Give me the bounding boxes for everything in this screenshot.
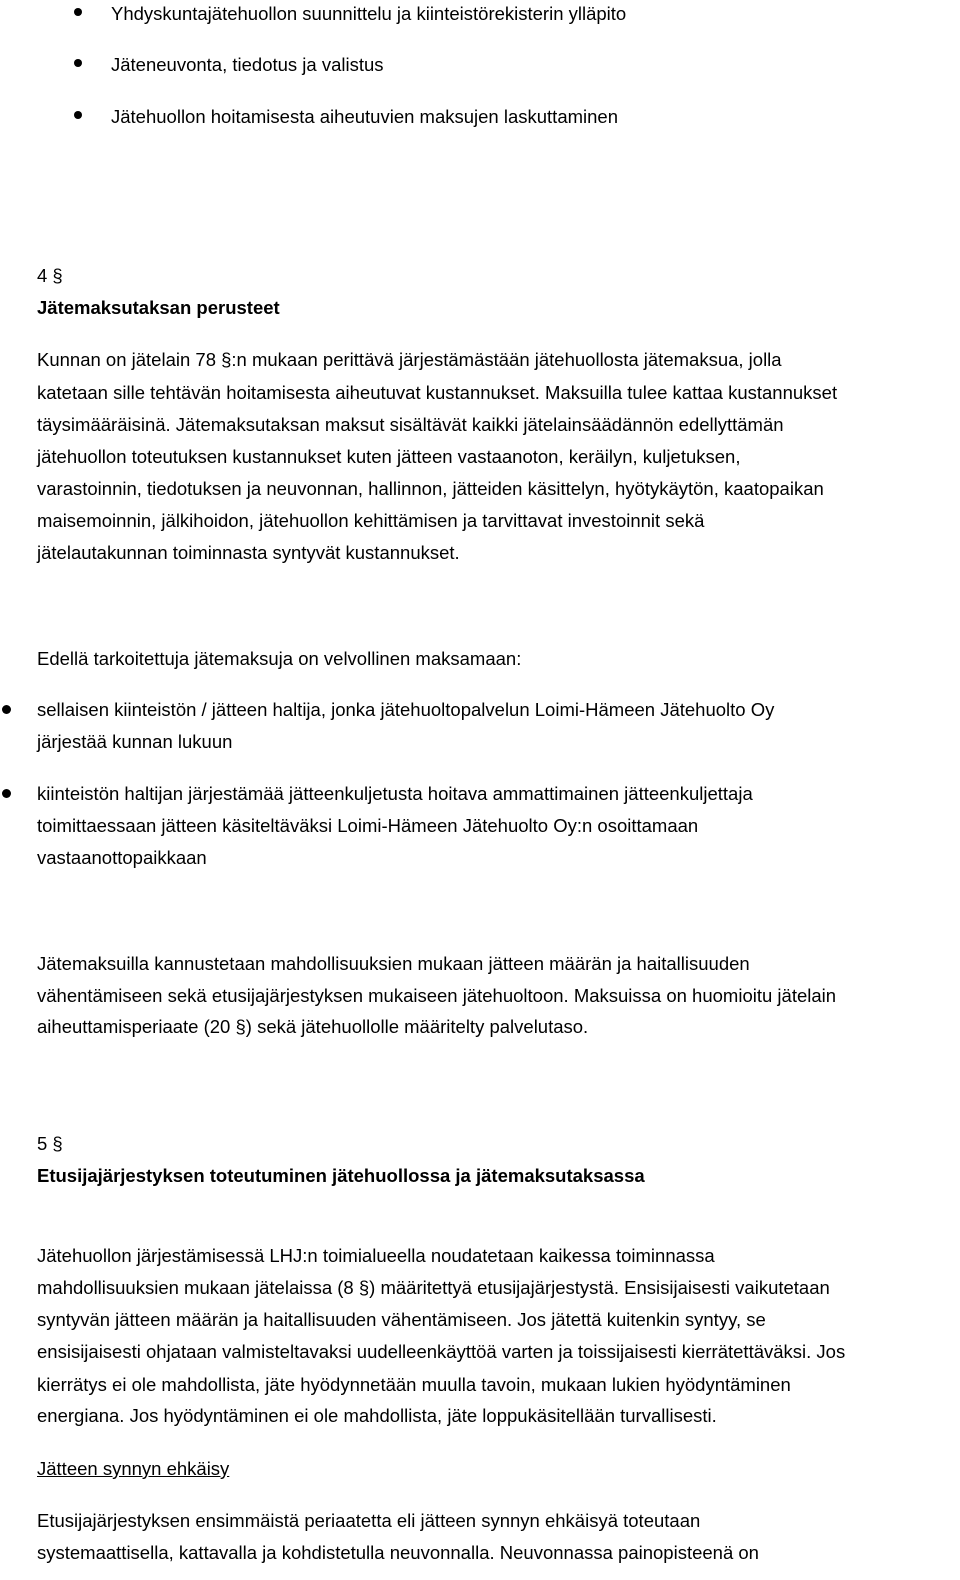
- payer-line: sellaisen kiinteistön / jätteen haltija, jonka jätehuoltopalvelun Loimi-Hämeen Jätehuolto Oy: [37, 699, 775, 720]
- bullet-icon: [74, 8, 82, 16]
- payer-line: järjestää kunnan lukuun: [37, 731, 233, 752]
- bullet-icon: [74, 59, 82, 67]
- paragraph-line: katetaan sille tehtävän hoitamisesta aiheutuvat kustannukset. Maksuilla tulee kattaa kustannukset: [37, 382, 838, 403]
- list-item-text: Jätehuollon hoitamisesta aiheutuvien maksujen laskuttaminen: [111, 106, 618, 127]
- paragraph-line: maisemoinnin, jälkihoidon, jätehuollon kehittämisen ja tarvittavat investoinnit sekä: [37, 510, 705, 531]
- paragraph-line: systemaattisella, kattavalla ja kohdistetulla neuvonnalla. Neuvonnassa painopisteenä on: [37, 1542, 759, 1563]
- bullet-icon: [2, 789, 11, 798]
- section-number: 5 §: [37, 1133, 63, 1154]
- section-title: Etusijajärjestyksen toteutuminen jätehuollossa ja jätemaksutaksassa: [37, 1165, 645, 1186]
- section-number: 4 §: [37, 265, 63, 286]
- paragraph-line: Jätemaksuilla kannustetaan mahdollisuuksien mukaan jätteen määrän ja haitallisuuden: [37, 953, 750, 974]
- paragraph-line: energiana. Jos hyödyntäminen ei ole mahdollista, jäte loppukäsitellään turvallisesti.: [37, 1405, 717, 1426]
- section-title: Jätemaksutaksan perusteet: [37, 297, 280, 318]
- payer-line: vastaanottopaikkaan: [37, 847, 207, 868]
- paragraph-line: täysimääräisinä. Jätemaksutaksan maksut sisältävät kaikki jätelainsäädännön edellyttämän: [37, 414, 784, 435]
- subheading: Jätteen synnyn ehkäisy: [37, 1458, 230, 1479]
- paragraph-line: mahdollisuuksien mukaan jätelaissa (8 §) määritettyä etusijajärjestystä. Ensisijaisesti vaikutetaan: [37, 1277, 830, 1298]
- paragraph-line: Etusijajärjestyksen ensimmäistä periaatetta eli jätteen synnyn ehkäisyä toteutaan: [37, 1510, 701, 1531]
- paragraph-line: syntyvän jätteen määrän ja haitallisuuden vähentämiseen. Jos jätettä kuitenkin syntyy, se: [37, 1309, 766, 1330]
- paragraph-line: Jätehuollon järjestämisessä LHJ:n toimialueella noudatetaan kaikessa toiminnassa: [37, 1245, 715, 1266]
- payer-line: kiinteistön haltijan järjestämää jätteenkuljetusta hoitava ammattimainen jätteenkuljettaja: [37, 783, 753, 804]
- paragraph-line: varastoinnin, tiedotuksen ja neuvonnan, hallinnon, jätteiden käsittelyn, hyötykäytön, kaatopaikan: [37, 478, 824, 499]
- list-item-text: Yhdyskuntajätehuollon suunnittelu ja kiinteistörekisterin ylläpito: [111, 3, 627, 24]
- payer-line: toimittaessaan jätteen käsiteltäväksi Loimi-Hämeen Jätehuolto Oy:n osoittamaan: [37, 815, 699, 836]
- paragraph-line: Kunnan on jätelain 78 §:n mukaan perittävä järjestämästään jätehuollosta jätemaksua, jolla: [37, 349, 782, 370]
- paragraph-line: Edellä tarkoitettuja jätemaksuja on velvollinen maksamaan:: [37, 648, 522, 669]
- paragraph-line: jätelautakunnan toiminnasta syntyvät kustannukset.: [37, 542, 460, 563]
- paragraph-line: kierrätys ei ole mahdollista, jäte hyödynnetään muulla tavoin, mukaan lukien hyödyntäminen: [37, 1374, 791, 1395]
- bullet-icon: [2, 705, 11, 714]
- bullet-icon: [74, 111, 82, 119]
- paragraph-line: jätehuollon toteutuksen kustannukset kuten jätteen vastaanoton, keräilyn, kuljetuksen,: [37, 446, 741, 467]
- paragraph-line: aiheuttamisperiaate (20 §) sekä jätehuollolle määritelty palvelutaso.: [37, 1016, 589, 1037]
- paragraph-line: ensisijaisesti ohjataan valmisteltavaksi uudelleenkäyttöä varten ja toissijaisesti kierrätettäväksi. Jos: [37, 1341, 846, 1362]
- list-item-text: Jäteneuvonta, tiedotus ja valistus: [111, 54, 384, 75]
- paragraph-line: vähentämiseen sekä etusijajärjestyksen mukaiseen jätehuoltoon. Maksuissa on huomioitu jätelain: [37, 985, 837, 1006]
